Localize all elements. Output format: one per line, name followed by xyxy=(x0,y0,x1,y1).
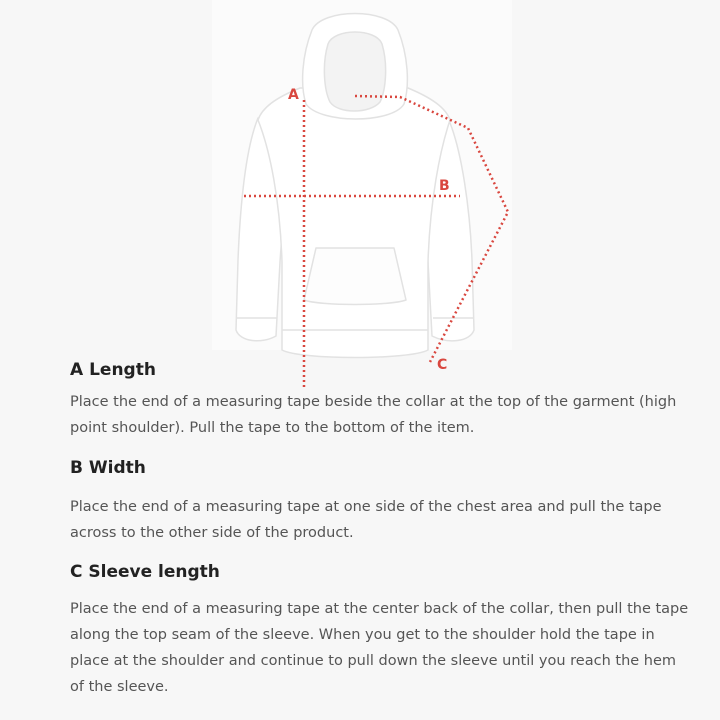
label-c: C xyxy=(437,357,448,373)
measurement-instructions xyxy=(70,358,690,700)
section-title-width: B Width xyxy=(70,458,146,478)
section-body-sleeve-length: Place the end of a measuring tape at the center back of the collar, then pull the tape along the top seam of the sleeve. When you get to the shoulder hold the tape in place at the shoulder and continue to pull down the sleeve until you reach the hem of the sleeve. xyxy=(70,601,689,695)
section-body-length: Place the end of a measuring tape beside the collar at the top of the garment (high point shoulder). Pull the tape to the bottom of the item. xyxy=(70,394,677,436)
label-a: A xyxy=(288,87,299,103)
section-sleeve-length xyxy=(70,560,690,700)
label-b: B xyxy=(439,178,450,194)
section-title-sleeve-length: C Sleeve length xyxy=(70,562,220,582)
section-width xyxy=(70,456,690,546)
section-title-length: A Length xyxy=(70,360,156,380)
section-length xyxy=(70,358,690,441)
section-body-width: Place the end of a measuring tape at one side of the chest area and pull the tape across to the other side of the product. xyxy=(70,499,662,541)
